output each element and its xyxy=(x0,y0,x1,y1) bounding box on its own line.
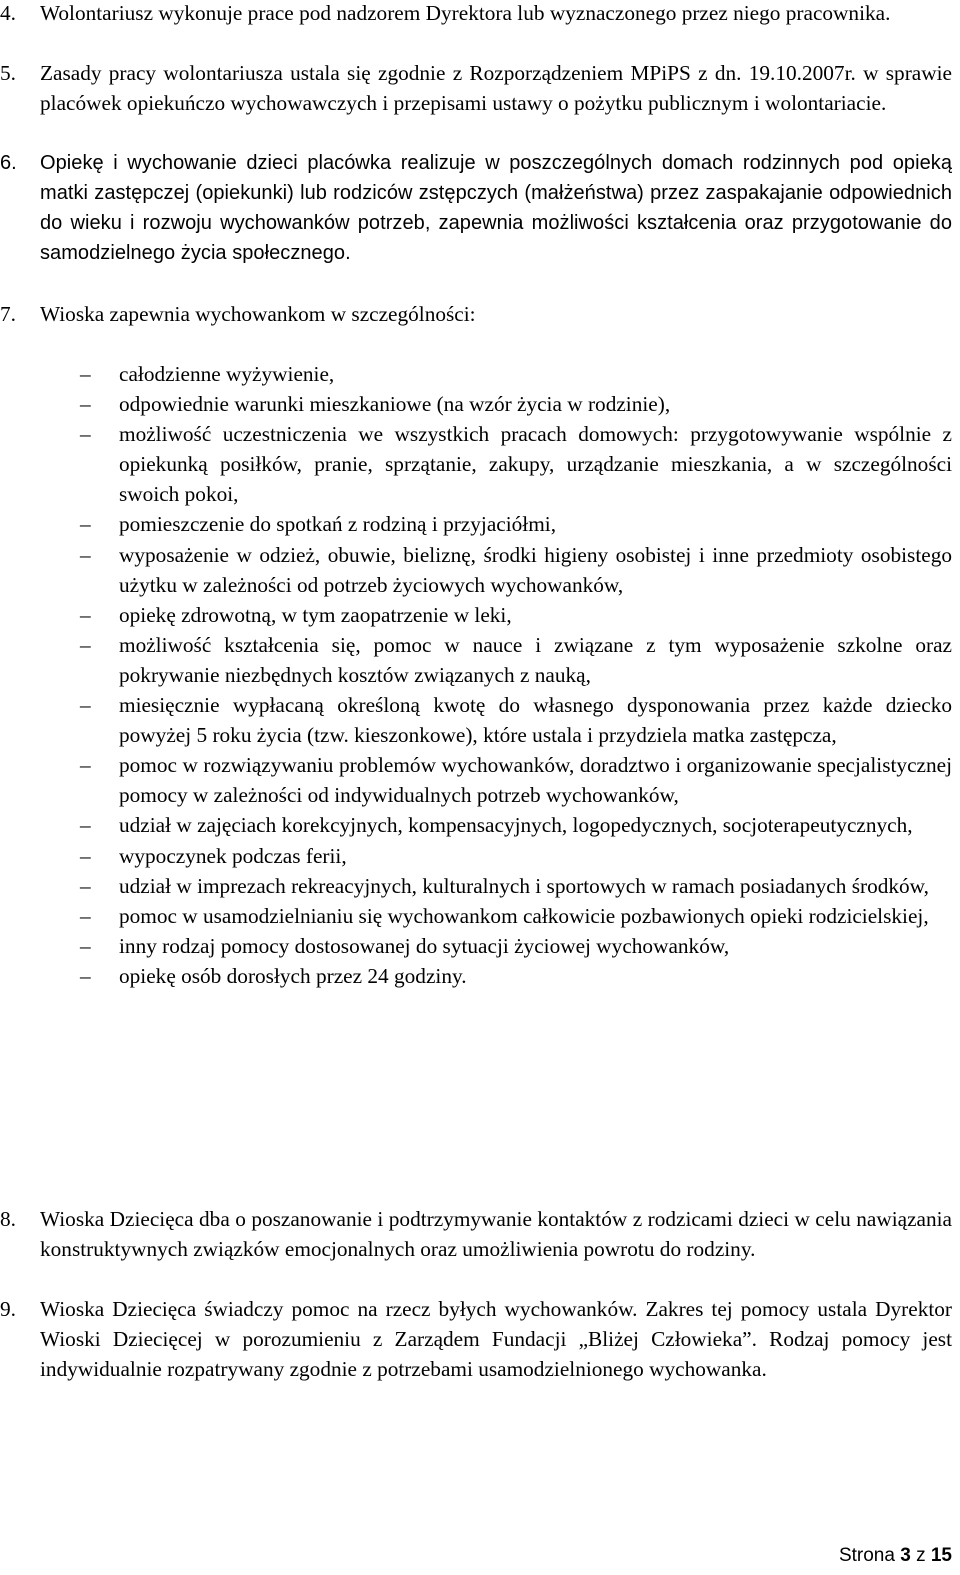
list-item-text: udział w zajęciach korekcyjnych, kompensacyjnych, logopedycznych, socjoterapeutycznych, xyxy=(119,813,913,838)
dash-bullet: – xyxy=(80,813,91,838)
dash-bullet: – xyxy=(80,632,91,657)
list-item xyxy=(0,750,952,810)
dash-bullet: – xyxy=(80,843,91,868)
total-pages-number: 15 xyxy=(930,1545,952,1566)
dash-bullet: – xyxy=(80,963,91,988)
paragraph-9 xyxy=(0,1294,952,1384)
item-text: Wioska Dziecięca dba o poszanowanie i podtrzymywanie kontaktów z rodzicami dzieci w celu nawiązania konstruktywnych związków emocjonalnych oraz umożliwienia powrotu do rodziny. xyxy=(40,1207,952,1262)
list-item-text: pomieszczenie do spotkań z rodziną i przyjaciółmi, xyxy=(119,512,557,537)
list-item xyxy=(0,389,952,419)
list-item xyxy=(0,690,952,750)
list-item-text: odpowiednie warunki mieszkaniowe (na wzór życia w rodzinie), xyxy=(119,392,671,417)
dash-bullet: – xyxy=(80,422,91,447)
paragraph-5 xyxy=(0,58,952,118)
list-item xyxy=(0,630,952,690)
list-item xyxy=(0,871,952,901)
item-number: 4. xyxy=(0,1,16,25)
paragraph-7 xyxy=(0,299,952,329)
list-item-text: opiekę zdrowotną, w tym zaopatrzenie w leki, xyxy=(119,602,512,627)
dash-bullet: – xyxy=(80,753,91,778)
list-item-text: inny rodzaj pomocy dostosowanej do sytuacji życiowej wychowanków, xyxy=(119,933,730,958)
dash-bullet: – xyxy=(80,362,91,386)
list-item xyxy=(0,901,952,931)
item-number: 5. xyxy=(0,61,16,85)
item-text: Opiekę i wychowanie dzieci placówka realizuje w poszczególnych domach rodzinnych pod opieką matki zastępczej (opiekunki) lub rodziców zstępczych (małżeństwa) przez zaspakajanie odpowiednich do wieku i rozwoju wychowanków potrzeb, zapewnia możliwości kształcenia oraz przygotowanie do samodzielnego życia społecznego. xyxy=(40,152,952,265)
page-footer xyxy=(839,1543,952,1569)
paragraph-4 xyxy=(0,0,952,28)
list-item-text: udział w imprezach rekreacyjnych, kulturalnych i sportowych w ramach posiadanych środków, xyxy=(119,873,929,898)
list-item-text: wyposażenie w odzież, obuwie, bieliznę, środki higieny osobistej i inne przedmioty osobistego użytku w zależności od potrzeb życiowych wychowanków, xyxy=(119,542,952,597)
list-item-text: całodzienne wyżywienie, xyxy=(119,362,335,386)
item-text: Wioska zapewnia wychowankom w szczególności: xyxy=(40,302,476,326)
dash-bullet: – xyxy=(80,933,91,958)
item-text: Wioska Dziecięca świadczy pomoc na rzecz byłych wychowanków. Zakres tej pomocy ustala Dyrektor Wioski Dziecięcej w porozumieniu z Zarządem Fundacji „Bliżej Człowieka”. Rodzaj pomocy jest indywidualnie rozpatrywany zgodnie z potrzebami usamodzielnionego wychowanka. xyxy=(40,1297,952,1382)
list-item-text: możliwość kształcenia się, pomoc w nauce i związane z tym wyposażenie szkolne oraz pokrywanie niezbędnych kosztów związanych z nauką, xyxy=(119,632,952,687)
dash-bullet: – xyxy=(80,873,91,898)
provisions-list xyxy=(0,359,952,991)
list-item-text: pomoc w rozwiązywaniu problemów wychowanków, doradztwo i organizowanie specjalistycznej pomocy w zależności od indywidualnych potrzeb wychowanków, xyxy=(119,753,952,808)
item-text: Zasady pracy wolontariusza ustala się zgodnie z Rozporządzeniem MPiPS z dn. 19.10.2007r. w sprawie placówek opiekuńczo wychowawczych i przepisami ustawy o pożytku publicznym i wolontariacie. xyxy=(40,61,952,116)
list-item xyxy=(0,509,952,539)
item-number: 6. xyxy=(0,152,17,174)
current-page-number: 3 xyxy=(900,1545,911,1566)
list-item xyxy=(0,359,952,389)
list-item xyxy=(0,841,952,871)
page-label: Strona xyxy=(838,1545,895,1566)
paragraph-6 xyxy=(0,148,952,268)
page-separator: z xyxy=(916,1545,926,1566)
item-number: 9. xyxy=(0,1297,16,1321)
list-item xyxy=(0,540,952,600)
dash-bullet: – xyxy=(80,512,91,537)
list-item-text: możliwość uczestniczenia we wszystkich pracach domowych: przygotowywanie wspólnie z opiekunką posiłków, pranie, sprzątanie, zakupy, urządzanie mieszkania, a w szczególności swoich pokoi, xyxy=(119,422,952,507)
dash-bullet: – xyxy=(80,392,91,417)
list-item xyxy=(0,931,952,961)
list-item xyxy=(0,961,952,991)
list-item-text: miesięcznie wypłacaną określoną kwotę do własnego dysponowania przez każde dziecko powyżej 5 roku życia (tzw. kieszonkowe), które ustala i przydziela matka zastępcza, xyxy=(119,693,952,748)
dash-bullet: – xyxy=(80,542,91,567)
list-item xyxy=(0,810,952,840)
list-item xyxy=(0,419,952,509)
list-item-text: wypoczynek podczas ferii, xyxy=(119,843,347,868)
list-item xyxy=(0,600,952,630)
item-number: 7. xyxy=(0,302,16,326)
dash-bullet: – xyxy=(80,602,91,627)
list-item-text: opiekę osób dorosłych przez 24 godziny. xyxy=(119,963,467,988)
dash-bullet: – xyxy=(80,903,91,928)
dash-bullet: – xyxy=(80,693,91,718)
item-text: Wolontariusz wykonuje prace pod nadzorem Dyrektora lub wyznaczonego przez niego pracownika. xyxy=(40,1,891,25)
paragraph-8 xyxy=(0,1204,952,1264)
item-number: 8. xyxy=(0,1207,16,1231)
list-item-text: pomoc w usamodzielnianiu się wychowankom całkowicie pozbawionych opieki rodzicielskiej, xyxy=(119,903,929,928)
